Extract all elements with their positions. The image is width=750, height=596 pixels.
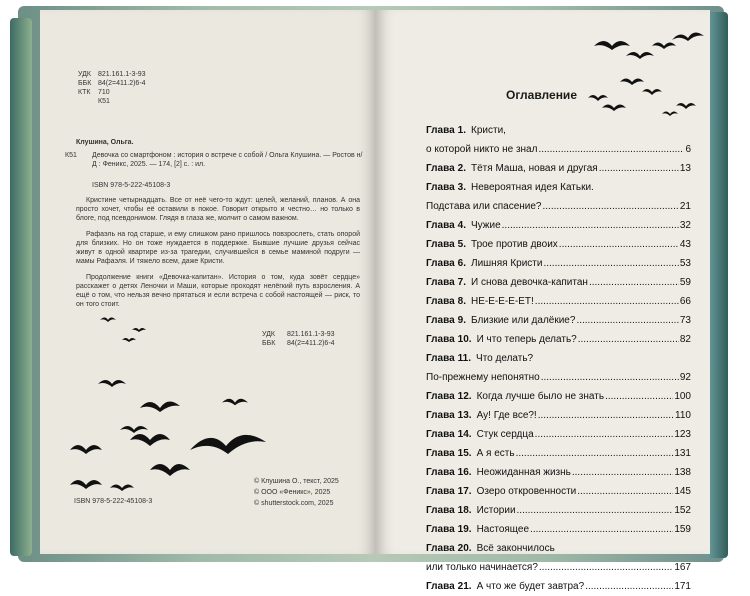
toc-leader-dots bbox=[589, 273, 679, 292]
toc-entry bbox=[426, 444, 691, 463]
toc-chapter-title: А что же будет завтра? bbox=[476, 581, 585, 592]
code-key: ББК bbox=[78, 80, 92, 87]
toc-entry bbox=[426, 273, 691, 292]
toc-chapter-number: 21. bbox=[457, 581, 472, 592]
bird-icon bbox=[120, 426, 148, 433]
toc-page-number: 66 bbox=[679, 296, 691, 307]
toc-chapter-label: Глава bbox=[426, 486, 455, 497]
toc-leader-dots bbox=[599, 159, 679, 178]
bird-icon bbox=[594, 41, 630, 50]
toc-chapter-label: Глава bbox=[426, 391, 455, 402]
toc-chapter-number: 5. bbox=[457, 239, 467, 250]
toc-leader-dots bbox=[543, 254, 678, 273]
toc-leader-dots bbox=[535, 425, 674, 444]
bird-icon bbox=[652, 43, 676, 50]
toc-page-number: 92 bbox=[679, 372, 691, 383]
toc-chapter-number: 2. bbox=[457, 163, 467, 174]
toc-chapter-number: 9. bbox=[457, 315, 467, 326]
copyright-line: © Клушина О., текст, 2025 bbox=[254, 478, 339, 485]
toc-page-number: 152 bbox=[674, 505, 691, 516]
isbn: ISBN 978-5-222-45108-3 bbox=[92, 182, 171, 189]
bird-icon bbox=[132, 328, 146, 332]
right-page bbox=[376, 10, 710, 592]
bibliographic-record: Девочка со смартфоном : история о встрече с собой / Ольга Клушина. — Ростов н/Д : Феникс, 2025. — 174, [2] с. : ил. bbox=[92, 152, 363, 168]
bird-icon bbox=[626, 52, 654, 59]
toc-chapter-label: Глава bbox=[426, 315, 455, 326]
code-key: ББК bbox=[262, 340, 276, 347]
toc-chapter-number: 14. bbox=[457, 429, 472, 440]
toc-chapter-title: Ау! Где все?! bbox=[476, 410, 537, 421]
code-value: 84(2=411.2)6-4 bbox=[98, 80, 146, 87]
toc-leader-dots bbox=[578, 330, 679, 349]
toc-page-number: 53 bbox=[679, 258, 691, 269]
toc-page-number: 59 bbox=[679, 277, 691, 288]
toc-chapter-number: 7. bbox=[457, 277, 467, 288]
toc-chapter-title: А я есть bbox=[476, 448, 515, 459]
toc-chapter-number: 10. bbox=[457, 334, 472, 345]
toc-chapter-label: Глава bbox=[426, 429, 455, 440]
toc-chapter-label: Глава bbox=[426, 353, 455, 364]
toc-chapter-title: Чужие bbox=[471, 220, 501, 231]
toc-chapter-title: Что делать? bbox=[476, 353, 534, 364]
toc-leader-dots bbox=[502, 216, 679, 235]
toc-chapter-label: Глава bbox=[426, 182, 455, 193]
bird-icon bbox=[642, 89, 662, 95]
isbn-bottom: ISBN 978-5-222-45108-3 bbox=[74, 498, 153, 505]
toc-page-number: 167 bbox=[674, 562, 691, 573]
toc-chapter-label: Глава bbox=[426, 505, 455, 516]
toc-entry bbox=[426, 121, 691, 140]
bird-icon bbox=[676, 103, 696, 109]
toc-chapter-number: 19. bbox=[457, 524, 472, 535]
toc-leader-dots bbox=[576, 311, 678, 330]
bird-icon bbox=[122, 338, 136, 342]
toc-chapter-label: Глава bbox=[426, 296, 455, 307]
bird-icon bbox=[130, 434, 170, 446]
toc-leader-dots bbox=[535, 292, 679, 311]
toc-chapter-title: или только начинается? bbox=[426, 562, 538, 573]
toc-chapter-title: По-прежнему непонятно bbox=[426, 372, 540, 383]
toc-entry bbox=[426, 140, 691, 159]
cover-edge-left bbox=[10, 18, 32, 556]
toc-page-number: 73 bbox=[679, 315, 691, 326]
toc-chapter-title: Трое против двоих bbox=[471, 239, 558, 250]
annotation-paragraph: Продолжение книги «Девочка-капитан». История о том, куда зовёт сердце» расскажет о детях Леночки и Маши, которые проходят нелёгкий путь взросления. А ещё о том, что нельзя вечно прятаться и если встреча с собой настоящей — риск, то он того стоит. bbox=[76, 274, 360, 308]
toc-chapter-number: 17. bbox=[457, 486, 472, 497]
toc-chapter-label: Глава bbox=[426, 163, 455, 174]
toc-page-number: 123 bbox=[674, 429, 691, 440]
birds-illustration-left bbox=[40, 10, 376, 554]
bird-icon bbox=[588, 95, 608, 101]
code-value: 84(2=411.2)6-4 bbox=[287, 340, 335, 347]
toc-page-number: 131 bbox=[674, 448, 691, 459]
toc-entry bbox=[426, 292, 691, 311]
bird-icon bbox=[150, 464, 190, 476]
toc-chapter-title: Настоящее bbox=[476, 524, 530, 535]
annotation-paragraph: Кристине четырнадцать. Все от неё чего-то ждут: целей, желаний, планов. А она просто хочет, чтобы её оставили в покое. Говорит открыто и честно… но только в блоге, под псевдонимом. Глядя в глаза же, молчит о самом важном. bbox=[76, 197, 360, 222]
left-page bbox=[40, 10, 376, 554]
toc-page-number: 110 bbox=[675, 410, 691, 421]
toc-entry bbox=[426, 577, 691, 596]
annotation-paragraph: Рафаэль на год старше, и ему слишком рано пришлось повзрослеть, стать опорой для близких. Но он тоже нуждается в поддержке. Бывшие лучшие друзья сейчас живут в одной квартире из-за трагедии, случившейся в семье маминой подруги — мамы Рафаэля. И тяжело всем, даже Кристи. bbox=[76, 231, 360, 265]
toc-chapter-number: 15. bbox=[457, 448, 472, 459]
toc-chapter-label: Глава bbox=[426, 581, 455, 592]
copyright-line: © ООО «Феникс», 2025 bbox=[254, 489, 331, 496]
toc-leader-dots bbox=[605, 387, 673, 406]
toc-chapter-number: 8. bbox=[457, 296, 467, 307]
toc-entry bbox=[426, 216, 691, 235]
bird-icon bbox=[602, 105, 626, 112]
toc-leader-dots bbox=[543, 197, 679, 216]
bird-icon bbox=[140, 401, 180, 412]
toc-chapter-label: Глава bbox=[426, 258, 455, 269]
toc-entry bbox=[426, 482, 691, 501]
toc-chapter-title: Лишняя Кристи bbox=[471, 258, 543, 269]
toc-page-number: 82 bbox=[679, 334, 691, 345]
bird-icon bbox=[100, 318, 116, 323]
bird-icon bbox=[70, 445, 102, 454]
toc-chapter-title: Озеро откровенности bbox=[476, 486, 577, 497]
bird-icon bbox=[222, 399, 248, 406]
toc-entry bbox=[426, 311, 691, 330]
toc-page-number: 138 bbox=[674, 467, 691, 478]
toc-title: Оглавление bbox=[506, 88, 577, 102]
bird-icon bbox=[98, 380, 126, 387]
toc-chapter-title: Близкие или далёкие? bbox=[471, 315, 576, 326]
toc-leader-dots bbox=[539, 558, 673, 577]
toc-chapter-number: 18. bbox=[457, 505, 472, 516]
toc-chapter-title: Стук сердца bbox=[476, 429, 534, 440]
toc-leader-dots bbox=[538, 406, 674, 425]
toc-chapter-label: Глава bbox=[426, 467, 455, 478]
toc-chapter-label: Глава bbox=[426, 277, 455, 288]
toc-page-number: 21 bbox=[679, 201, 691, 212]
bird-icon bbox=[190, 435, 266, 454]
toc-chapter-number: 11. bbox=[457, 353, 472, 364]
toc-leader-dots bbox=[538, 140, 684, 159]
toc-leader-dots bbox=[517, 501, 674, 520]
toc-chapter-label: Глава bbox=[426, 125, 455, 136]
toc-entry bbox=[426, 387, 691, 406]
toc-chapter-title: Истории bbox=[476, 505, 516, 516]
toc-entry bbox=[426, 425, 691, 444]
toc-chapter-label: Глава bbox=[426, 543, 455, 554]
toc-chapter-number: 3. bbox=[457, 182, 467, 193]
bird-icon bbox=[620, 79, 644, 86]
toc-page-number: 43 bbox=[679, 239, 691, 250]
toc-entry bbox=[426, 463, 691, 482]
toc-entry bbox=[426, 501, 691, 520]
toc-entry bbox=[426, 254, 691, 273]
bird-icon bbox=[70, 480, 102, 489]
toc-chapter-title: Тётя Маша, новая и другая bbox=[471, 163, 598, 174]
table-of-contents bbox=[426, 121, 691, 596]
toc-entry bbox=[426, 197, 691, 216]
toc-chapter-title: Неожиданная жизнь bbox=[476, 467, 571, 478]
toc-entry bbox=[426, 558, 691, 577]
toc-chapter-title: НЕ-Е-Е-Е-ЕТ! bbox=[471, 296, 534, 307]
toc-chapter-title: Невероятная идея Катьки. bbox=[471, 182, 594, 193]
toc-entry bbox=[426, 539, 691, 558]
code-key: УДК bbox=[78, 71, 91, 78]
toc-entry bbox=[426, 330, 691, 349]
toc-chapter-number: 6. bbox=[457, 258, 467, 269]
toc-entry bbox=[426, 520, 691, 539]
toc-leader-dots bbox=[577, 482, 673, 501]
toc-entry bbox=[426, 159, 691, 178]
toc-chapter-number: 12. bbox=[457, 391, 472, 402]
toc-chapter-title: И что теперь делать? bbox=[476, 334, 577, 345]
toc-entry bbox=[426, 368, 691, 387]
toc-chapter-number: 20. bbox=[457, 543, 472, 554]
toc-chapter-title: о которой никто не знал bbox=[426, 144, 538, 155]
toc-page-number: 32 bbox=[679, 220, 691, 231]
toc-leader-dots bbox=[559, 235, 679, 254]
code-key: КТК bbox=[78, 89, 91, 96]
toc-entry bbox=[426, 178, 691, 197]
toc-page-number: 100 bbox=[674, 391, 691, 402]
toc-leader-dots bbox=[541, 368, 679, 387]
toc-page-number: 13 bbox=[679, 163, 691, 174]
toc-page-number: 159 bbox=[674, 524, 691, 535]
bird-icon bbox=[110, 485, 134, 492]
code-value: 821.161.1-3-93 bbox=[287, 331, 335, 338]
toc-entry bbox=[426, 349, 691, 368]
toc-chapter-label: Глава bbox=[426, 524, 455, 535]
toc-chapter-number: 16. bbox=[457, 467, 472, 478]
toc-page-number: 6 bbox=[685, 144, 691, 155]
toc-chapter-label: Глава bbox=[426, 220, 455, 231]
toc-chapter-title: Кристи, bbox=[471, 125, 506, 136]
toc-chapter-label: Глава bbox=[426, 410, 455, 421]
toc-chapter-label: Глава bbox=[426, 239, 455, 250]
toc-page-number: 145 bbox=[674, 486, 691, 497]
code-value: 821.161.1-3-93 bbox=[98, 71, 146, 78]
toc-chapter-title: Подстава или спасение? bbox=[426, 201, 542, 212]
code-value: К51 bbox=[98, 98, 110, 105]
toc-chapter-label: Глава bbox=[426, 448, 455, 459]
bird-icon bbox=[672, 32, 704, 41]
toc-chapter-title: И снова девочка-капитан bbox=[471, 277, 588, 288]
copyright-line: © shutterstock.com, 2025 bbox=[254, 500, 334, 507]
toc-chapter-number: 13. bbox=[457, 410, 472, 421]
toc-chapter-number: 4. bbox=[457, 220, 467, 231]
author-mark: К51 bbox=[65, 152, 77, 159]
toc-chapter-label: Глава bbox=[426, 334, 455, 345]
toc-entry bbox=[426, 235, 691, 254]
author-heading: Клушина, Ольга. bbox=[76, 139, 134, 146]
code-key: УДК bbox=[262, 331, 275, 338]
toc-page-number: 171 bbox=[674, 581, 691, 592]
bird-icon bbox=[662, 112, 678, 117]
toc-chapter-number: 1. bbox=[457, 125, 467, 136]
toc-leader-dots bbox=[516, 444, 674, 463]
toc-leader-dots bbox=[572, 463, 673, 482]
toc-leader-dots bbox=[585, 577, 673, 596]
birds-illustration-right bbox=[376, 10, 710, 130]
toc-chapter-title: Когда лучше было не знать bbox=[476, 391, 605, 402]
toc-chapter-title: Всё закончилось bbox=[476, 543, 555, 554]
toc-leader-dots bbox=[530, 520, 673, 539]
code-value: 710 bbox=[98, 89, 110, 96]
toc-entry bbox=[426, 406, 691, 425]
